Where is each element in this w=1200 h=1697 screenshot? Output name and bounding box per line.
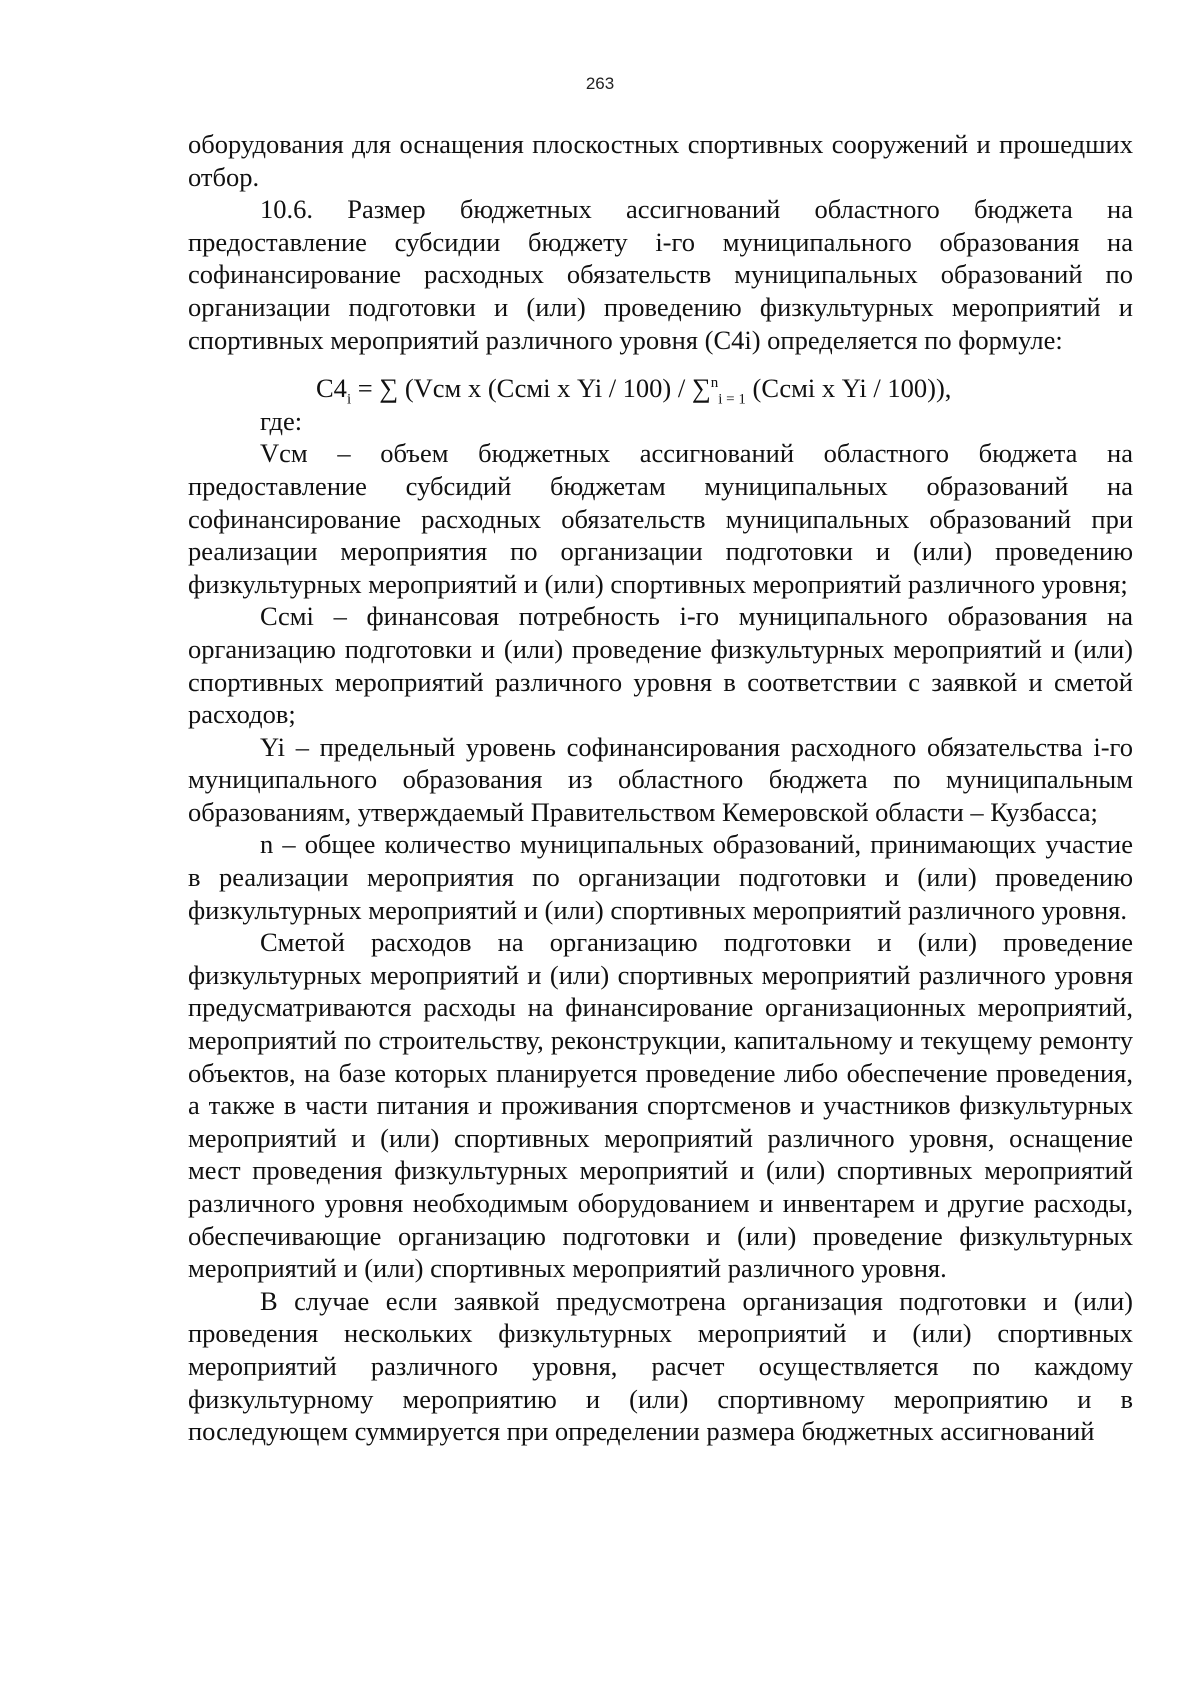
definition-n: n – общее количество муниципальных образований, принимающих участие в реализации мероприятия по организации подготовки и (или) проведению физкультурных мероприятий и (или) спортивных мероприятий различного уровня.: [188, 829, 1133, 925]
definition-vsm: Vсм – объем бюджетных ассигнований областного бюджета на предоставление субсидий бюджетам муниципальных образований на софинансирование расходных обязательств муниципальных образований при реализации мероприятия по организации подготовки и (или) проведению физкультурных мероприятий и (или) спортивных мероприятий различного уровня;: [188, 438, 1133, 599]
page-number: 263: [585, 74, 615, 93]
paragraph-smeta: Сметой расходов на организацию подготовки и (или) проведение физкультурных мероприятий и (или) спортивных мероприятий различного уровня предусматриваются расходы на финансирование организационных мероприятий, мероприятий по строительству, реконструкции, капитальному и текущему ремонту объектов, на базе которых планируется проведение либо обеспечение проведения, а также в части питания и проживания спортсменов и участников физкультурных мероприятий и (или) спортивных мероприятий различного уровня, оснащение мест проведения физкультурных мероприятий и (или) спортивных мероприятий различного уровня необходимым оборудованием и инвентарем и другие расходы, обеспечивающие организацию подготовки и (или) проведение физкультурных мероприятий и (или) спортивных мероприятий различного уровня.: [188, 927, 1133, 1284]
formula-sum-subscript: i = 1: [718, 391, 746, 408]
formula-sum-superscript: n: [710, 375, 719, 392]
definition-ssmi: Ссмi – финансовая потребность i-го муниципального образования на организацию подготовки и (или) проведение физкультурных мероприятий и (или) спортивных мероприятий различного уровня в соответствии с заявкой и сметой расходов;: [188, 601, 1133, 730]
formula-lhs: С4: [316, 373, 347, 404]
document-body: [188, 128, 1133, 1448]
formula-lhs-subscript: i: [346, 391, 352, 408]
formula-part-1: = ∑ (Vсм х (Ссмi х Yi / 100) / ∑: [351, 373, 711, 404]
formula-part-2: (Ссмi х Yi / 100)),: [745, 373, 952, 404]
paragraph-continuation: оборудования для оснащения плоскостных спортивных сооружений и прошедших отбор.: [188, 129, 1133, 192]
paragraph-multiple-events: В случае если заявкой предусмотрена организация подготовки и (или) проведения нескольких физкультурных мероприятий и (или) спортивных мероприятий различного уровня, расчет осуществляется по каждому физкультурному мероприятию и (или) спортивному мероприятию и в последующем суммируется при определении размера бюджетных ассигнований: [188, 1285, 1133, 1447]
formula-c4: [188, 372, 1133, 408]
paragraph-10-6: 10.6. Размер бюджетных ассигнований областного бюджета на предоставление субсидии бюджету i-го муниципального образования на софинансирование расходных обязательств муниципальных образований по организации подготовки и (или) проведению физкультурных мероприятий и спортивных мероприятий различного уровня (С4i) определяется по формуле:: [188, 194, 1133, 355]
definition-yi: Yi – предельный уровень софинансирования расходного обязательства i-го муниципального образования из областного бюджета по муниципальным образованиям, утверждаемый Правительством Кемеровской области – Кузбасса;: [188, 731, 1133, 827]
where-label: где:: [260, 405, 303, 436]
